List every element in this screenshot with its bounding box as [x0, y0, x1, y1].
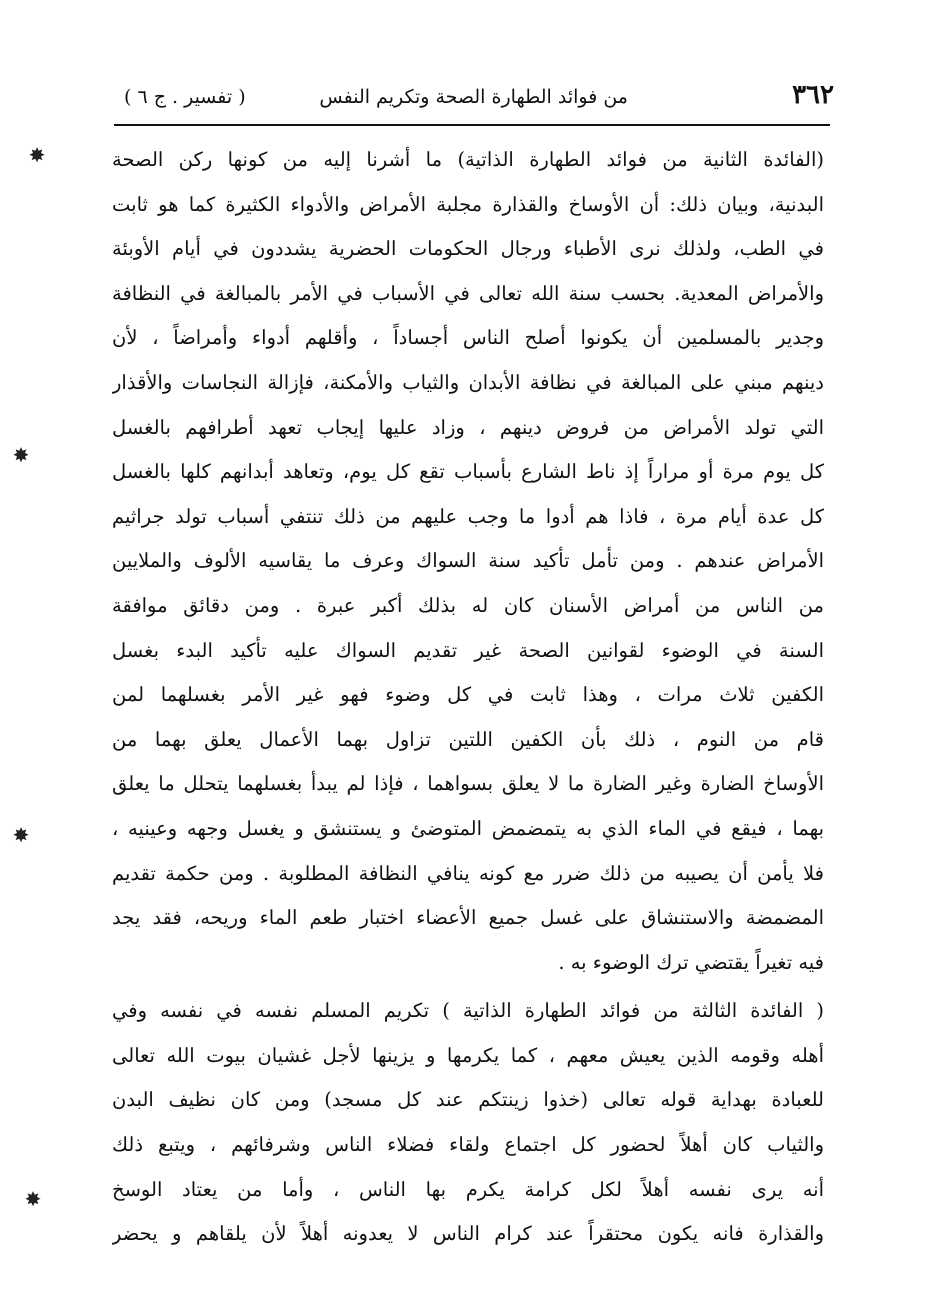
running-title: من فوائد الطهارة الصحة وتكريم النفس [319, 86, 628, 108]
text-line: المضمضة والاستنشاق على غسل جميع الأعضاء اختبار طعم الماء وريحه، فقد يجد [112, 906, 824, 930]
text-line: وجدير بالمسلمين أن يكونوا أصلح الناس أجساداً ، وأقلهم أدواء وأمراضاً ، لأن [112, 326, 824, 350]
ink-blot-icon: ✸ [28, 143, 46, 167]
header-divider [114, 124, 830, 126]
text-line: أنه يرى نفسه أهلاً لكل كرامة يكرم بها الناس ، وأما من يعتاد الوسخ [112, 1177, 824, 1201]
text-line: الأمراض عندهم . ومن تأمل تأكيد سنة السواك وعرف ما يقاسيه الألوف والملايين [112, 549, 824, 573]
volume-label: ( تفسير . ج ٦ ) [124, 86, 246, 108]
text-line: والأمراض المعدية. بحسب سنة الله تعالى في الأسباب في الأمر بالمبالغة في النظافة [112, 281, 824, 305]
text-line: أهله وقومه الذين يعيش معهم ، كما يكرمها و يزينها لأجل غشيان بيوت الله تعالى [112, 1043, 824, 1067]
page-header [118, 74, 834, 120]
text-line: والثياب كان أهلاً لحضور كل اجتماع ولقاء فضلاء الناس وشرفائهم ، ويتبع ذلك [112, 1133, 824, 1157]
text-line: فيه تغيراً يقتضي ترك الوضوء به . [558, 950, 824, 974]
text-line: ( الفائدة الثالثة من فوائد الطهارة الذاتية ) تكريم المسلم نفسه في نفسه وفي [112, 999, 824, 1023]
text-line: الأوساخ الضارة وغير الضارة ما لا يعلق بسواهما ، فإذا لم يبدأ بغسلهما يتحلل ما يعلق [112, 772, 824, 796]
page-number: ٣٦٢ [792, 80, 834, 110]
ink-blot-icon: ✸ [12, 443, 30, 467]
text-line: الكفين ثلاث مرات ، وهذا ثابت في كل وضوء فهو غير الأمر بغسلهما لمن [112, 683, 824, 707]
text-line: البدنية، وبيان ذلك: أن الأوساخ والقذارة مجلبة الأمراض والأدواء الكثيرة كما هو ثابت [112, 192, 824, 216]
text-line: للعبادة بهداية قوله تعالى (خذوا زينتكم عند كل مسجد) ومن كان نظيف البدن [112, 1088, 824, 1112]
ink-blot-icon: ✸ [24, 1187, 42, 1211]
text-line: كل عدة أيام مرة ، فاذا هم أدوا ما وجب عليهم من ذلك تنتفي أسباب تولد جراثيم [112, 504, 824, 528]
text-line: السنة في الوضوء لقوانين الصحة غير تقديم السواك عليه تأكيد البدء بغسل [112, 638, 824, 662]
text-line: فلا يأمن أن يصيبه من ذلك ضرر مع كونه ينافي النظافة المطلوبة . ومن حكمة تقديم [112, 861, 824, 885]
text-line: من الناس من أمراض الأسنان كان له بذلك أكبر عبرة . ومن دقائق موافقة [112, 593, 824, 617]
text-line: قام من النوم ، ذلك بأن الكفين اللتين تزاول بهما الأعمال يعلق بهما من [112, 727, 824, 751]
ink-blot-icon: ✸ [12, 823, 30, 847]
text-line: كل يوم مرة أو مراراً إذ ناط الشارع بأسباب تقع كل يوم، وتعاهد أبدانهم كلها بالغسل [112, 460, 824, 484]
text-line: والقذارة فانه يكون محتقراً عند كرام الناس لا يعدونه أهلاً لأن يلقاهم و يحضر [112, 1222, 824, 1246]
text-line: بهما ، فيقع في الماء الذي به يتمضمض المتوضئ و يستنشق و يغسل وجهه وعينيه ، [112, 816, 824, 840]
text-line: التي تولد الأمراض من فروض دينهم ، وزاد عليها إيجاب تعهد أطرافهم بالغسل [112, 415, 824, 439]
text-line: (الفائدة الثانية من فوائد الطهارة الذاتية) ما أشرنا إليه من كونها ركن الصحة [112, 148, 824, 171]
text-line: دينهم مبني على المبالغة في نظافة الأبدان والثياب والأمكنة، فإزالة النجاسات والأقذار [112, 370, 824, 394]
text-line: في الطب، ولذلك نرى الأطباء ورجال الحكومات الحضرية يشددون في أيام الأوبئة [112, 237, 824, 261]
body-text [112, 138, 824, 1257]
